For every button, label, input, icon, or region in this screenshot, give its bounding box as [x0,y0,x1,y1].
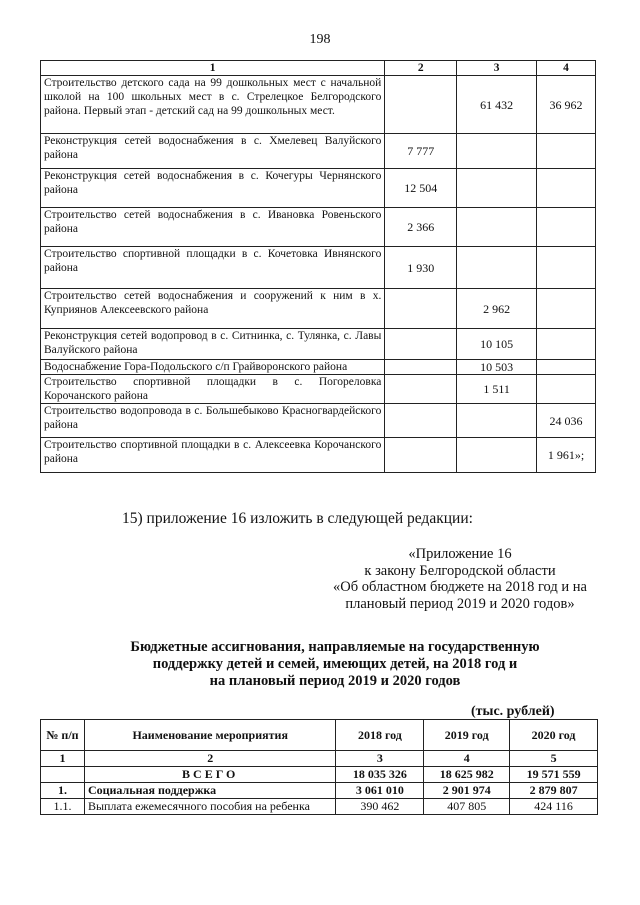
cell-value: 1 511 [457,375,537,404]
column-header: 3 [457,61,537,76]
total-empty-cell [41,767,85,783]
cell-value [385,438,457,473]
appendix-line: плановый период 2019 и 2020 годов» [345,595,575,612]
table-row [41,329,596,360]
table-row [41,360,596,375]
cell-value: 10 105 [457,329,537,360]
table-row [41,208,596,247]
row-name: Строительство сетей водоснабжения в с. Ивановка Ровеньского района [41,208,385,247]
cell-value [457,208,537,247]
row-name: Строительство спортивной площадки в с. Кочетовка Ивнянского района [41,247,385,289]
row-name: Реконструкция сетей водоснабжения в с. Хмелевец Валуйского района [41,134,385,169]
table-row [41,134,596,169]
budget-table [40,719,598,815]
cell-value [385,289,457,329]
cell-value [537,329,596,360]
cell-value [537,134,596,169]
cell-2020: 424 116 [510,799,598,815]
row-name: Строительство сетей водоснабжения и сооружений к ним в х. Куприянов Алексеевского района [41,289,385,329]
appendix-line: «Приложение 16 [408,546,512,562]
total-2018: 18 035 326 [336,767,424,783]
cell-value: 1 961»; [537,438,596,473]
cell-value [537,208,596,247]
cell-2020: 2 879 807 [510,783,598,799]
cell-value [457,404,537,438]
cell-value: 10 503 [457,360,537,375]
row-name: Выплата ежемесячного пособия на ребенка [84,799,336,815]
column-header: 2 [385,61,457,76]
cell-2018: 3 061 010 [336,783,424,799]
table-row [41,375,596,404]
cell-value: 12 504 [385,169,457,208]
cell-value: 2 366 [385,208,457,247]
cell-value [385,404,457,438]
cell-value: 36 962 [537,76,596,134]
table-row [41,438,596,473]
column-header: 2020 год [510,720,598,751]
column-index-row [41,751,598,767]
column-header: 4 [537,61,596,76]
cell-value: 24 036 [537,404,596,438]
title-line: Бюджетные ассигнования, направляемые на государственную [130,639,540,655]
cell-value: 7 777 [385,134,457,169]
total-2019: 18 625 982 [424,767,510,783]
table-row [41,783,598,799]
column-header: № п/п [41,720,85,751]
column-index: 4 [424,751,510,767]
cell-value [457,247,537,289]
title-line: на плановый период 2019 и 2020 годов [209,673,461,689]
cell-value [537,247,596,289]
cell-value [385,329,457,360]
appendix-header [300,546,620,612]
row-name: Реконструкция сетей водопровод в с. Ситнинка, с. Тулянка, с. Лавы Валуйского района [41,329,385,360]
table-header-row [41,61,596,76]
cell-value: 2 962 [457,289,537,329]
row-number: 1. [41,783,85,799]
total-2020: 19 571 559 [510,767,598,783]
total-label: ВСЕГО [84,767,336,783]
total-row [41,767,598,783]
table-row [41,289,596,329]
row-name: Строительство детского сада на 99 дошкольных мест с начальной школой на 100 школьных мест в с. Стрелецкое Белгородского района. Первый этап - детский сад на 99 дошкольных мест. [41,76,385,134]
table-header-row [41,720,598,751]
table-row [41,799,598,815]
column-index: 5 [510,751,598,767]
row-name: Социальная поддержка [84,783,336,799]
row-name: Водоснабжение Гора-Подольского с/п Грайворонского района [41,360,385,375]
row-name: Строительство водопровода в с. Большебыково Красногвардейского района [41,404,385,438]
appendix-line: «Об областном бюджете на 2018 год и на [333,579,587,595]
cell-2019: 407 805 [424,799,510,815]
row-number: 1.1. [41,799,85,815]
cell-value [457,169,537,208]
cell-value [385,76,457,134]
title-line: поддержку детей и семей, имеющих детей, на 2018 год и [152,656,518,672]
column-header: 1 [41,61,385,76]
cell-value: 61 432 [457,76,537,134]
column-header: Наименование мероприятия [84,720,336,751]
row-name: Реконструкция сетей водоснабжения в с. Кочегуры Чернянского района [41,169,385,208]
table-row [41,169,596,208]
table-row [41,76,596,134]
cell-value [457,438,537,473]
column-header: 2019 год [424,720,510,751]
cell-value [457,134,537,169]
table-row [41,404,596,438]
column-index: 3 [336,751,424,767]
column-header: 2018 год [336,720,424,751]
cell-value [537,169,596,208]
cell-value [385,360,457,375]
document-title [70,639,600,690]
cell-2019: 2 901 974 [424,783,510,799]
amendment-text: 15) приложение 16 изложить в следующей редакции: [122,510,473,527]
row-name: Строительство спортивной площадки в с. Алексеевка Корочанского района [41,438,385,473]
row-name: Строительство спортивной площадки в с. Погореловка Корочанского района [41,375,385,404]
construction-table [40,60,596,473]
cell-value [537,375,596,404]
column-index: 2 [84,751,336,767]
table-row [41,247,596,289]
appendix-line: к закону Белгородской области [364,562,556,579]
cell-value [385,375,457,404]
cell-value: 1 930 [385,247,457,289]
cell-2018: 390 462 [336,799,424,815]
page-number: 198 [309,32,331,47]
cell-value [537,289,596,329]
column-index: 1 [41,751,85,767]
cell-value [537,360,596,375]
units-label: (тыс. рублей) [471,704,555,719]
